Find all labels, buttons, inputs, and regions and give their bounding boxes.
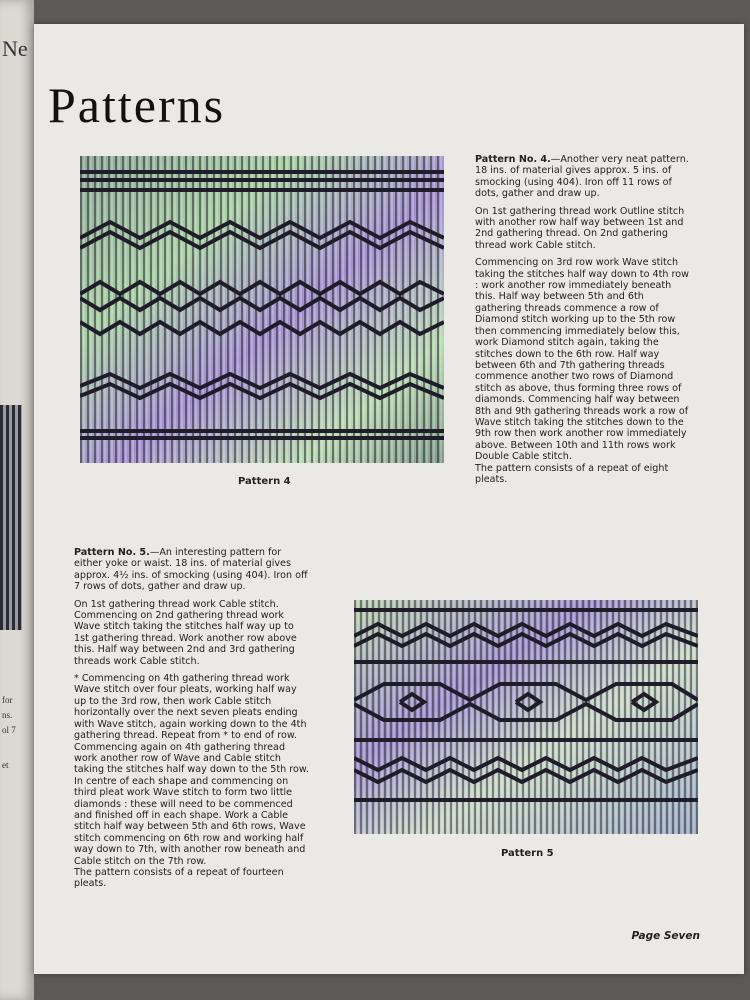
adjacent-page-fragment: ns.: [2, 710, 13, 720]
page-number: Page Seven: [631, 930, 700, 942]
pattern-4-intro: [475, 154, 691, 200]
pattern-4-paragraph: Commencing on 3rd row work Wave stitch taking the stitches half way down to 4th row : work another row immediately beneath this. Half way between 5th and 6th gathering threads commence a row of Diamond stitch working up to the 5th row then commencing immediately below this, work Diamond stitch again, taking the stitches down to the 6th row. Half way between 6th and 7th gathering threads commence another two rows of Diamond stitch as above, thus forming three rows of diamonds. Commencing half way between 8th and 9th gathering threads work a row of Wave stitch taking the stitches down to the 9th row then work another row immediately above. Between 10th and 11th rows work Double Cable stitch. The pattern consists of a repeat of eight pleats.: [475, 257, 689, 485]
pattern-4-heading: Pattern No. 4.: [475, 154, 551, 165]
adjacent-page-fragment: for: [2, 695, 13, 705]
adjacent-page-fragment: ol 7: [2, 725, 16, 735]
pattern-5-photo: [354, 600, 698, 834]
adjacent-page-fragment: et: [2, 760, 9, 770]
adjacent-page-fragment: Ne: [2, 36, 28, 61]
pattern-5-intro-text: —An interesting pattern for either yoke or waist. 18 ins. of material gives approx. 4½ ins. of smocking (using 404). Iron off 7 rows of dots, gather and draw up.: [74, 547, 308, 593]
adjacent-page-photo-strip: [0, 405, 22, 630]
pattern-4-instructions: [475, 154, 691, 491]
magazine-page: [34, 24, 744, 974]
pattern-5-heading: Pattern No. 5.: [74, 547, 150, 558]
pattern-5-instructions: [74, 547, 310, 896]
pattern-4-intro-text: —Another very neat pattern. 18 ins. of material gives approx. 5 ins. of smocking (using 404). Iron off 11 rows of dots, gather and draw up.: [475, 154, 689, 200]
pattern-5-caption: Pattern 5: [501, 848, 554, 859]
pattern-4-photo: [80, 156, 444, 463]
adjacent-page-edge: [0, 0, 34, 1000]
pattern-4-caption: Pattern 4: [238, 476, 291, 487]
page-title: Patterns: [48, 77, 226, 133]
pattern-5-paragraph: * Commencing on 4th gathering thread work Wave stitch over four pleats, working half way up to the 3rd row, then work Cable stitch horizontally over the next seven pleats ending with Wave stitch, again working down to the 4th gathering thread. Repeat from * to end of row. Commencing again on 4th gathering thread work another row of Wave and Cable stitch taking the stitches half way down to the 5th row. In centre of each shape and commencing on third pleat work Wave stitch to form two little diamonds : these will need to be commenced and finished off in each shape. Work a Cable stitch half way between 5th and 6th rows, Wave stitch commencing on 6th row and working half way down to 7th, with another row beneath and Cable stitch on the 7th row. The pattern consists of a repeat of fourteen pleats.: [74, 673, 309, 890]
pattern-4-paragraph: On 1st gathering thread work Outline stitch with another row half way between 1st and 2nd gathering thread. On 2nd gathering thread work Cable stitch.: [475, 205, 685, 251]
pattern-5-paragraph: On 1st gathering thread work Cable stitch. Commencing on 2nd gathering thread work Wave stitch taking the stitches half way up to 1st gathering thread. Work another row above this. Half way between 2nd and 3rd gathering threads work Cable stitch.: [74, 598, 297, 667]
pattern-5-intro: [74, 547, 310, 593]
